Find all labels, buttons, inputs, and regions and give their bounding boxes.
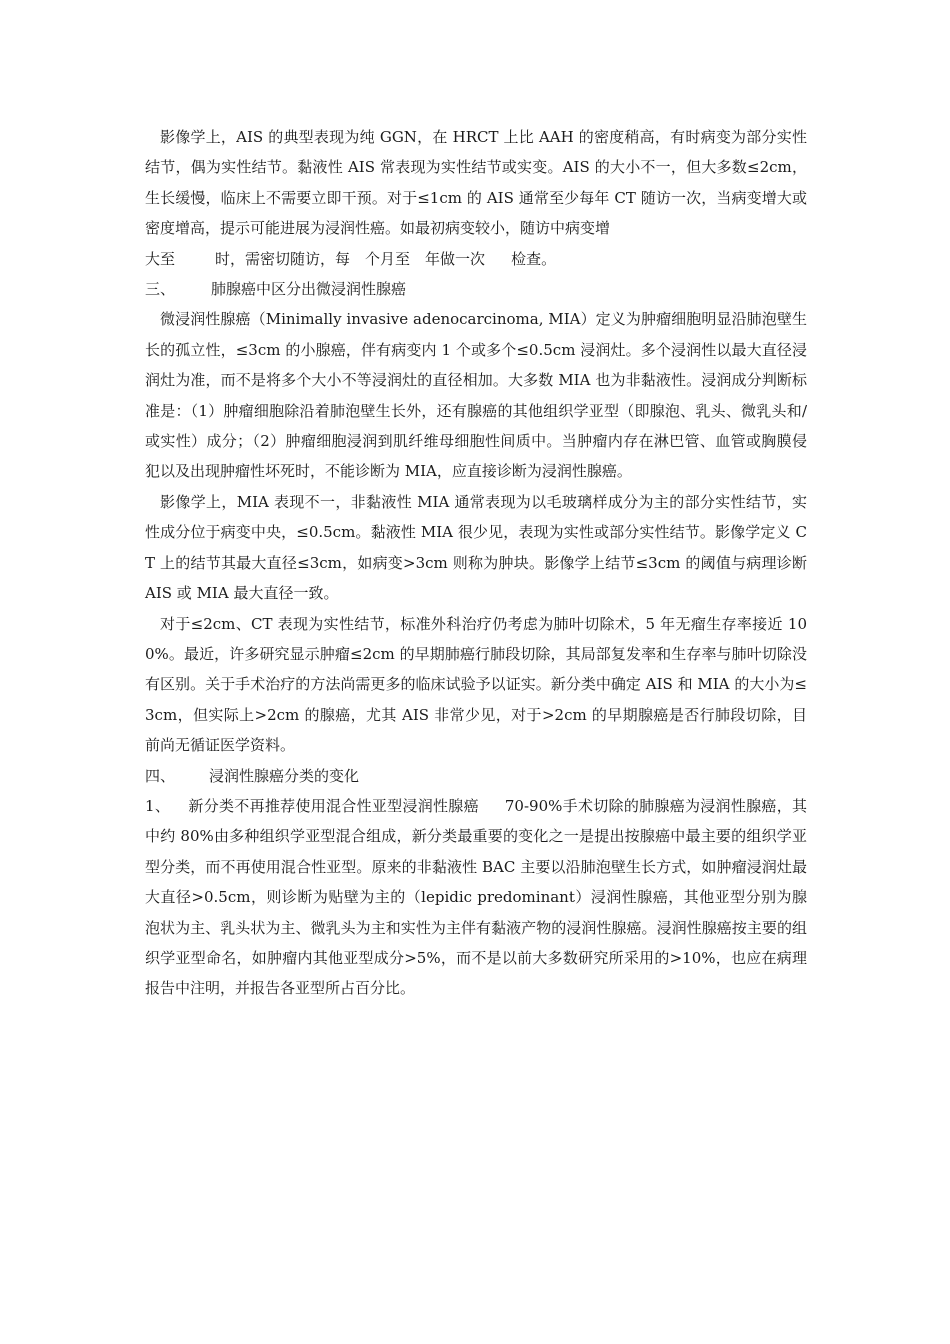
paragraph-imaging-mia: 影像学上，MIA 表现不一，非黏液性 MIA 通常表现为以毛玻璃样成分为主的部分实性结节，实性成分位于病变中央，≤0.5cm。黏液性 MIA 很少见，表现为实性或部分实性结节。影像学定义 CT 上的结节其最大直径≤3cm，如病变>3cm 则称为肿块。影像学上结节≤3cm 的阈值与病理诊断 AIS 或 MIA 最大直径一致。: [145, 492, 807, 603]
paragraph-surgery: 对于≤2cm、CT 表现为实性结节，标准外科治疗仍考虑为肺叶切除术，5 年无瘤生存率接近 100%。最近，许多研究显示肿瘤≤2cm 的早期肺癌行肺段切除，其局部复发率和生存率与肺叶切除没有区别。关于手术治疗的方法尚需更多的临床试验予以证实。新分类中确定 AIS 和 MIA 的大小为≤3cm，但实际上>2cm 的腺癌，尤其 AIS 非常少见，对于>2cm 的早期腺癌是否行肺段切除，目前尚无循证医学资料。: [145, 614, 807, 755]
tail-fragment-3: 个月至: [365, 249, 411, 268]
section-heading-3-number: 三、: [145, 280, 176, 299]
paragraph-imaging-ais-text: 影像学上，AIS 的典型表现为纯 GGN，在 HRCT 上比 AAH 的密度稍高，有时病变为部分实性结节，偶为实性结节。黏液性 AIS 常表现为实性结节或实变。AIS 的大小不一，但大多数≤2cm，生长缓慢，临床上不需要立即干预。对于≤1cm 的 AIS 通常至少每年 CT 随访一次，当病变增大或密度增高，提示可能进展为浸润性癌。如最初病变较小，随访中病变增: [145, 128, 807, 238]
section-heading-3-title: 肺腺癌中区分出微浸润性腺癌: [211, 280, 407, 299]
item-body: 70-90%手术切除的肺腺癌为浸润性腺癌，其中约 80%由多种组织学亚型混合组成，新分类最重要的变化之一是提出按腺癌中最主要的组织学亚型分类，而不再使用混合性亚型。原来的非黏液性 BAC 主要以沿肺泡壁生长方式，如肿瘤浸润灶最大直径>0.5cm，则诊断为贴壁为主的（lepidic predominant）浸润性腺癌，其他亚型分别为腺泡状为主、乳头状为主、微乳头为主和实性为主伴有黏液产物的浸润性腺癌。浸润性腺癌按主要的组织学亚型命名，如肿瘤内其他亚型成分>5%，而不是以前大多数研究所采用的>10%，也应在病理报告中注明，并报告各亚型所占百分比。: [145, 796, 807, 998]
section-heading-4-title: 浸润性腺癌分类的变化: [209, 766, 360, 785]
tail-fragment-2: 时，需密切随访，每: [215, 249, 351, 268]
paragraph-imaging-ais: [145, 122, 807, 274]
section-heading-4: [145, 761, 807, 791]
tail-fragment-4: 年做一次: [425, 249, 486, 268]
tail-fragment-5: 检查。: [511, 249, 557, 268]
section-heading-4-number: 四、: [145, 766, 176, 785]
paragraph-mia-definition: 微浸润性腺癌（Minimally invasive adenocarcinoma, MIA）定义为肿瘤细胞明显沿肺泡壁生长的孤立性，≤3cm 的小腺癌，伴有病变内 1 个或多个≤0.5cm 浸润灶。多个浸润性以最大直径浸润灶为准，而不是将多个大小不等浸润灶的直径相加。大多数 MIA 也为非黏液性。浸润成分判断标准是：（1）肿瘤细胞除沿着肺泡壁生长外，还有腺癌的其他组织学亚型（即腺泡、乳头、微乳头和/或实性）成分；（2）肿瘤细胞浸润到肌纤维母细胞性间质中。当肿瘤内存在淋巴管、血管或胸膜侵犯以及出现肿瘤性坏死时，不能诊断为 MIA，应直接诊断为浸润性腺癌。: [145, 310, 807, 481]
tail-fragment-1: 大至: [145, 249, 176, 268]
paragraph-invasive-classification: [145, 791, 807, 1004]
section-heading-3: [145, 274, 807, 304]
document-page: [145, 122, 807, 1004]
item-lead: 新分类不再推荐使用混合性亚型浸润性腺癌: [188, 796, 479, 815]
item-number: 1、: [145, 796, 171, 815]
